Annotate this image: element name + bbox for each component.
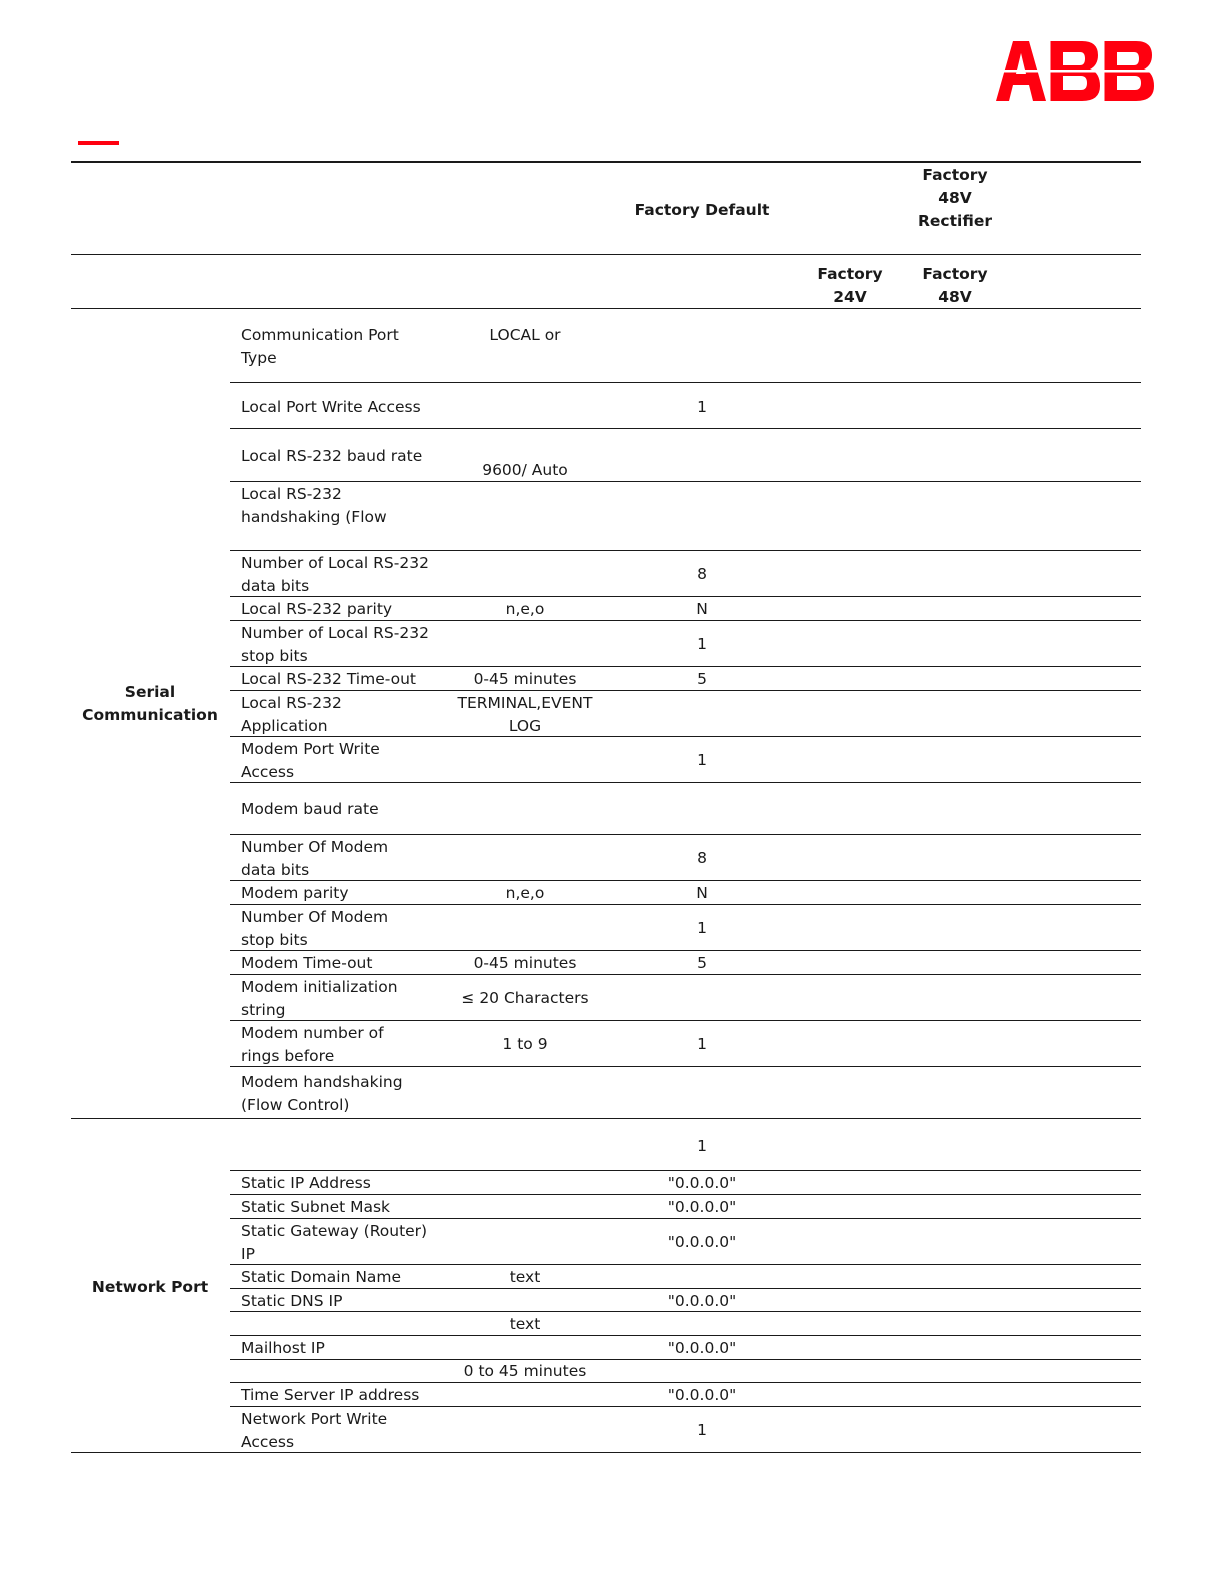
- row-range: 0-45 minutes: [473, 670, 577, 688]
- row-label: Local RS-232: [241, 694, 342, 712]
- row-default: 8: [697, 565, 707, 583]
- row-default: 1: [697, 635, 707, 653]
- row-rule: [230, 782, 1141, 783]
- row-rule: [230, 1170, 1141, 1171]
- header-48v-line2: 48V: [938, 288, 972, 306]
- row-label: Static Subnet Mask: [241, 1198, 391, 1216]
- row-rule: [230, 1335, 1141, 1336]
- header-factory-default: Factory Default: [634, 201, 770, 219]
- row-range: ≤ 20 Characters: [461, 989, 589, 1007]
- header-48v-rectifier-line3: Rectifier: [917, 212, 992, 230]
- group-serial-line2: Communication: [82, 706, 218, 724]
- row-label: data bits: [241, 577, 310, 595]
- row-label: Network Port Write: [241, 1410, 388, 1428]
- row-label: Modem parity: [241, 884, 349, 902]
- row-rule: [230, 880, 1141, 881]
- row-range: 9600/ Auto: [482, 461, 568, 479]
- row-default: 1: [697, 1035, 707, 1053]
- header-48v-rectifier-line2: 48V: [938, 189, 972, 207]
- row-range: LOCAL or: [489, 326, 561, 344]
- row-rule: [230, 596, 1141, 597]
- row-default: 8: [697, 849, 707, 867]
- row-rule: [230, 736, 1141, 737]
- row-label: Static Domain Name: [241, 1268, 402, 1286]
- row-range: text: [509, 1315, 541, 1333]
- row-label: data bits: [241, 861, 310, 879]
- row-rule: [230, 834, 1141, 835]
- row-default: "0.0.0.0": [667, 1292, 737, 1310]
- header-24v-line2: 24V: [833, 288, 867, 306]
- row-range: n,e,o: [505, 600, 545, 618]
- row-label: IP: [241, 1245, 255, 1263]
- row-default: "0.0.0.0": [667, 1233, 737, 1251]
- row-range: n,e,o: [505, 884, 545, 902]
- row-rule: [230, 382, 1141, 383]
- row-default: "0.0.0.0": [667, 1386, 737, 1404]
- row-label: Modem number of: [241, 1024, 384, 1042]
- row-label: Application: [241, 717, 328, 735]
- row-default: "0.0.0.0": [667, 1174, 737, 1192]
- group-network: Network Port: [91, 1278, 209, 1296]
- row-rule: [230, 1382, 1141, 1383]
- row-label: string: [241, 1001, 286, 1019]
- row-label: stop bits: [241, 931, 308, 949]
- row-default: 1: [697, 919, 707, 937]
- row-rule: [230, 666, 1141, 667]
- row-default: N: [696, 600, 708, 618]
- row-rule: [230, 1066, 1141, 1067]
- row-label: Local RS-232: [241, 485, 342, 503]
- row-rule: [230, 481, 1141, 482]
- header-rule: [71, 254, 1141, 255]
- row-label: Number of Local RS-232: [241, 554, 429, 572]
- row-label: Access: [241, 1433, 295, 1451]
- row-label: Local RS-232 Time-out: [241, 670, 417, 688]
- row-rule: [230, 1020, 1141, 1021]
- row-range: LOG: [508, 717, 542, 735]
- row-label: Modem initialization: [241, 978, 398, 996]
- row-label: rings before: [241, 1047, 335, 1065]
- row-label: Time Server IP address: [241, 1386, 420, 1404]
- row-label: Local Port Write Access: [241, 398, 421, 416]
- row-label: Modem Time-out: [241, 954, 373, 972]
- header-48v-rectifier-line1: Factory: [922, 166, 988, 184]
- row-label: Number Of Modem: [241, 908, 389, 926]
- row-label: Mailhost IP: [241, 1339, 325, 1357]
- row-rule: [230, 950, 1141, 951]
- row-label: Access: [241, 763, 295, 781]
- row-label: handshaking (Flow: [241, 508, 387, 526]
- row-default: "0.0.0.0": [667, 1198, 737, 1216]
- row-rule: [230, 550, 1141, 551]
- row-range: text: [509, 1268, 541, 1286]
- row-label: Communication Port: [241, 326, 399, 344]
- group-serial-line1: Serial: [124, 683, 176, 701]
- row-label: Type: [241, 349, 277, 367]
- row-label: Modem Port Write: [241, 740, 380, 758]
- row-default: 1: [697, 1137, 707, 1155]
- row-default: N: [696, 884, 708, 902]
- header-48v-line1: Factory: [922, 265, 988, 283]
- row-label: Static IP Address: [241, 1174, 371, 1192]
- row-default: 5: [697, 670, 707, 688]
- row-label: Static DNS IP: [241, 1292, 343, 1310]
- row-label: Number Of Modem: [241, 838, 389, 856]
- row-label: stop bits: [241, 647, 308, 665]
- row-range: 0 to 45 minutes: [463, 1362, 587, 1380]
- row-range: 1 to 9: [502, 1035, 548, 1053]
- table-top-rule: [71, 161, 1141, 163]
- row-rule: [230, 1264, 1141, 1265]
- row-range: 0-45 minutes: [473, 954, 577, 972]
- row-default: 5: [697, 954, 707, 972]
- row-default: 1: [697, 398, 707, 416]
- row-rule: [230, 428, 1141, 429]
- row-label: Number of Local RS-232: [241, 624, 429, 642]
- row-label: Modem baud rate: [241, 800, 379, 818]
- row-default: 1: [697, 1421, 707, 1439]
- header-24v-line1: Factory: [817, 265, 883, 283]
- group-rule: [71, 1118, 1141, 1119]
- table-bottom-rule: [71, 1452, 1141, 1453]
- row-default: 1: [697, 751, 707, 769]
- row-label: Local RS-232 parity: [241, 600, 393, 618]
- row-label: Modem handshaking: [241, 1073, 403, 1091]
- row-default: "0.0.0.0": [667, 1339, 737, 1357]
- row-label: Local RS-232 baud rate: [241, 447, 423, 465]
- row-label: (Flow Control): [241, 1096, 350, 1114]
- row-range: TERMINAL,EVENT: [457, 694, 593, 712]
- row-label: Static Gateway (Router): [241, 1222, 428, 1240]
